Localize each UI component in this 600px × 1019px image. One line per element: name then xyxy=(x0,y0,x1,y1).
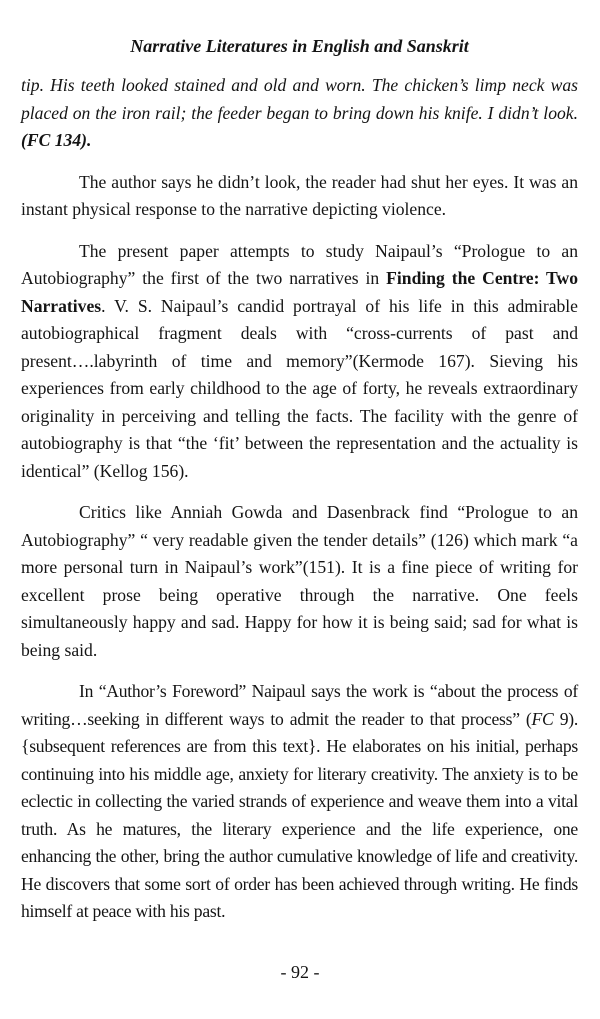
paragraph-4-text-b: 9). {subsequent references are from this text}. He elaborates on his initial, perhaps continuing into his middle age, anxiety for literary creativity. The anxiety is to be eclectic in collecting the varied strands of experience and weave them into a vital truth. As he matures, the literary experience and the life experience, one enhancing the other, bring the author cumulative knowledge of life and creativity. He discovers that some sort of order has been achieved through writing. He finds himself at peace with his past. xyxy=(21,708,579,921)
paragraph-4-text-a: In “Author’s Foreword” Naipaul says the work is “about the process of writing…seeking in different ways to admit the reader to that process” ( xyxy=(21,681,578,729)
book-abbreviation: FC xyxy=(531,708,554,729)
paragraph-2-text-b: . V. S. Naipaul’s candid portrayal of his life in this admirable autobiographical fragment deals with “cross-currents of past and present….labyrinth of time and memory”(Kermode 167). Sieving his experiences from early childhood to the age of forty, he reveals extraordinary originality in perceiving and telling the facts. The facility with the genre of autobiography is that “the ‘fit’ between the representation and the actuality is identical” (Kellog 156). xyxy=(21,295,578,481)
paragraph-4 xyxy=(21,678,578,926)
paragraph-1: The author says he didn’t look, the reader had shut her eyes. It was an instant physical response to the narrative depicting violence. xyxy=(21,171,578,219)
quotation-text: tip. His teeth looked stained and old and worn. The chicken’s limp neck was placed on the iron rail; the feeder began to bring down his knife. I didn’t look. xyxy=(21,75,578,123)
running-head: Narrative Literatures in English and Sanskrit xyxy=(130,36,469,56)
page-number: - 92 - xyxy=(280,962,320,982)
block-quotation xyxy=(21,72,578,155)
book-title: Finding the Centre: Two Narratives xyxy=(21,268,578,316)
paragraph-2 xyxy=(21,238,578,486)
quotation-citation: (FC 134). xyxy=(21,130,92,150)
paragraph-3: Critics like Anniah Gowda and Dasenbrack find “Prologue to an Autobiography” “ very readable given the tender details” (126) which mark “a more personal turn in Naipaul’s work”(151). It is a fine piece of writing for excellent prose being operative through the narrative. One feels simultaneously happy and sad. Happy for how it is being said; sad for what is being said. xyxy=(21,502,578,660)
paragraph-2-text-a: The present paper attempts to study Naipaul’s “Prologue to an Autobiography” the first of the two narratives in xyxy=(21,240,578,288)
